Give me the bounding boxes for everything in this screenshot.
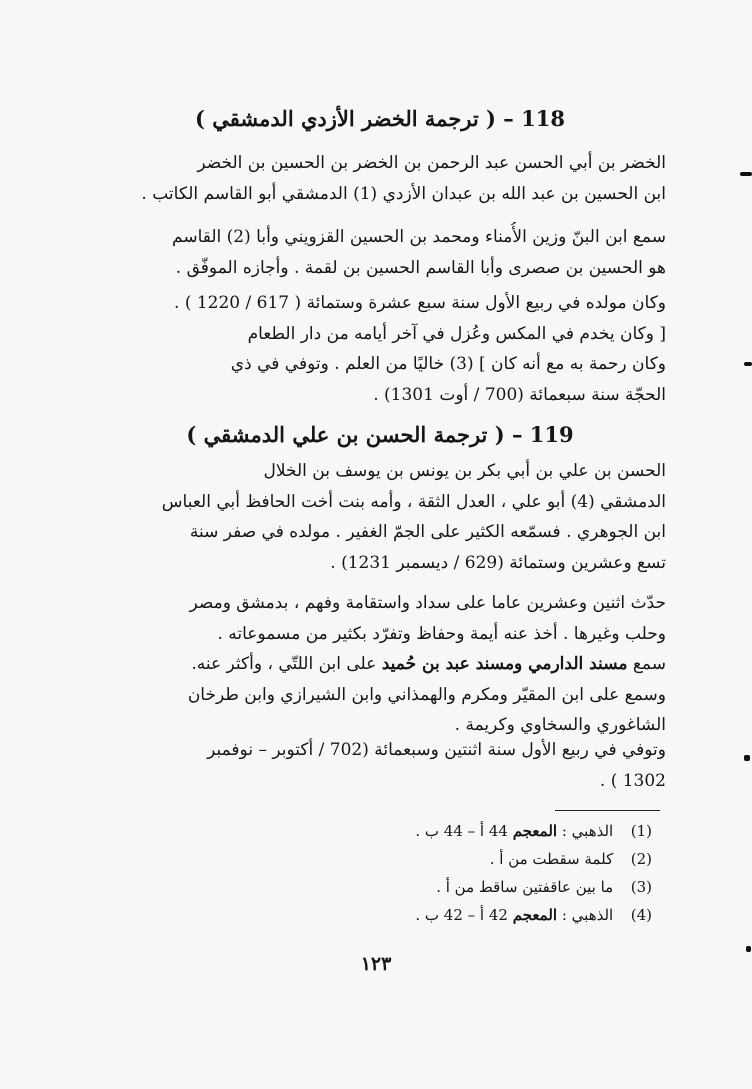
text-line: الحسن بن علي بن أبي بكر بن يونس بن يوسف بن الخلال [263,461,666,481]
footnote-3 [312,874,652,900]
footnote-separator [555,810,660,811]
footnote-source-title: المعجم [512,906,558,924]
page-number: ١٢٣ [360,953,392,975]
footnote-text: الذهبي : [561,906,614,924]
footnote-number: (2) [630,850,652,868]
footnote-number: (3) [630,878,652,896]
entry-118-heading: 118 – ( ترجمة الخضر الأزدي الدمشقي ) [195,106,565,131]
entry-119-paragraph-2 [120,588,666,741]
footnote-text: الذهبي : [561,822,614,840]
entry-119-paragraph-1 [120,456,666,578]
footnote-number: (1) [630,822,652,840]
text-line: وكان رحمة به مع أنه كان ] (3) خاليًا من العلم . وتوفي في ذي [230,354,666,374]
scan-mark [740,172,752,176]
entry-118-paragraph-2 [120,222,666,283]
text-line: ابن الحسين بن عبد الله بن عبدان الأزدي (1) الدمشقي أبو القاسم الكاتب . [141,183,666,204]
text-line: وتوفي في ربيع الأول سنة اثنتين وسبعمائة (702 / أكتوبر – نوفمبر [207,740,666,760]
scan-mark [746,946,751,952]
text-line: وحلب وغيرها . أخذ عنه أيمة وحفاظ وتفرّد بكثير من مسموعاته . [217,623,666,644]
entry-119-paragraph-3 [120,735,666,796]
footnote-2 [312,846,652,872]
footnote-4 [312,902,652,928]
scan-mark [744,362,752,366]
text-segment: سمع [632,654,666,674]
text-line: حدّث اثنين وعشرين عاما على سداد واستقامة وفهم ، بدمشق ومصر [189,593,666,613]
footnote-1 [312,818,652,844]
footnote-text: كلمة سقطت من أ . [489,850,614,868]
text-line [120,649,666,680]
text-line: الشاغوري والسخاوي وكريمة . [454,715,666,735]
text-segment: على ابن اللتّي ، وأكثر عنه. [191,654,377,674]
text-line: ابن الجوهري . فسمّعه الكثير على الجمّ الغفير . مولده في صفر سنة [189,522,666,542]
entry-119-heading: 119 – ( ترجمة الحسن بن علي الدمشقي ) [186,422,574,447]
footnote-source-title: المعجم [512,822,558,840]
footnote-ref: 44 أ – 44 ب . [415,822,508,840]
text-line: هو الحسين بن صصرى وأبا القاسم الحسين بن لقمة . وأجازه الموفّق . [175,257,666,278]
text-line: الحجّة سنة سبعمائة (700 / أوت 1301) . [373,384,666,405]
footnote-number: (4) [630,906,652,924]
footnote-text: ما بين عاقفتين ساقط من أ . [436,878,614,896]
text-line: سمع ابن البنّ وزين الأُمناء ومحمد بن الحسين القزويني وأبا (2) القاسم [172,227,666,247]
text-line: الدمشقي (4) أبو علي ، العدل الثقة ، وأمه بنت أخت الحافظ أبي العباس [161,491,666,512]
bold-book-titles: مسند الدارمي ومسند عبد بن حُميد [381,654,628,674]
text-line: 1302 ) . [599,770,666,791]
entry-118-paragraph-1 [120,148,666,209]
text-line: تسع وعشرين وستمائة (629 / ديسمبر 1231) . [330,552,666,573]
entry-118-paragraph-3 [120,288,666,410]
scan-mark [744,755,750,761]
footnote-ref: 42 أ – 42 ب . [415,906,508,924]
text-line: [ وكان يخدم في المكس وعُزل في آخر أيامه من دار الطعام [247,323,666,344]
text-line: وكان مولده في ربيع الأول سنة سبع عشرة وستمائة ( 617 / 1220 ) . [174,293,666,313]
text-line: الخضر بن أبي الحسن عبد الرحمن بن الخضر بن الحسين بن الخضر [197,153,666,173]
text-line: وسمع على ابن المقيّر ومكرم والهمذاني وابن الشيرازي وابن طرخان [187,684,666,705]
